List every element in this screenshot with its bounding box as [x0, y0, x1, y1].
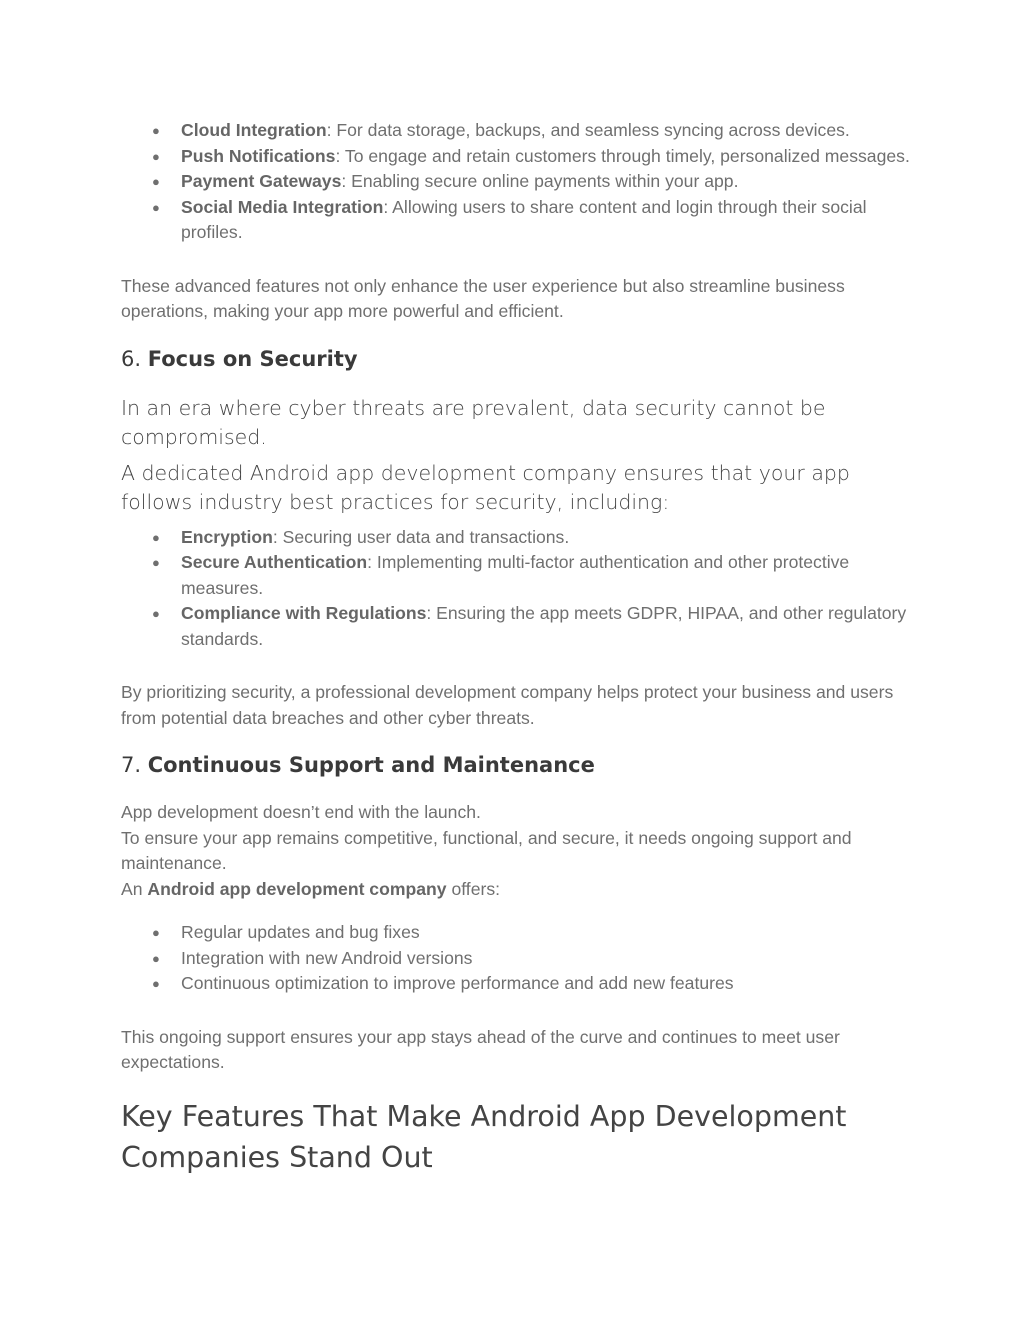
list-item	[121, 550, 911, 601]
list-item-text: : Ensuring the app meets GDPR, HIPAA, and other regulatory standards.	[181, 603, 907, 649]
document-body	[121, 118, 911, 1202]
security-intro-2: A dedicated Android app development company ensures that your app follows industry best practices for security, including:	[121, 460, 850, 514]
list-item-text: : For data storage, backups, and seamless syncing across devices.	[326, 120, 850, 140]
list-item-term: Encryption	[181, 526, 273, 547]
support-line-3	[121, 877, 911, 903]
list-item	[121, 195, 911, 246]
list-item-term: Secure Authentication	[181, 552, 368, 572]
security-intro-1: In an era where cyber threats are prevalent, data security cannot be compromised.	[121, 395, 826, 449]
list-item	[121, 601, 911, 652]
support-closing-paragraph: This ongoing support ensures your app stays ahead of the curve and continues to meet user expectations.	[121, 1026, 840, 1072]
list-item: ● Regular updates and bug fixes	[121, 920, 911, 946]
list-item	[121, 118, 911, 144]
support-line-1: App development doesn’t end with the launch.	[121, 802, 481, 822]
list-item-term: Push Notifications	[181, 145, 336, 166]
section-6-heading	[121, 345, 911, 373]
integration-list	[121, 118, 911, 246]
support-line-2: To ensure your app remains competitive, functional, and secure, it needs ongoing support and maintenance.	[121, 827, 852, 873]
list-item-term: Social Media Integration	[181, 196, 384, 217]
list-item	[121, 144, 911, 170]
list-item-term: Payment Gateways	[181, 171, 342, 191]
support-list	[121, 920, 911, 997]
security-list	[121, 525, 911, 653]
list-item-text: : Securing user data and transactions.	[272, 526, 570, 547]
list-item: ● Continuous optimization to improve performance and add new features	[121, 971, 911, 997]
section-6-number: 6.	[121, 346, 148, 371]
list-item: ● Integration with new Android versions	[121, 946, 911, 972]
list-item-text: : Allowing users to share content and login through their social profiles.	[181, 196, 867, 242]
section-7-title: Continuous Support and Maintenance	[147, 753, 595, 777]
support-line-3-suffix: offers:	[446, 878, 501, 899]
list-item-text: : Enabling secure online payments within your app.	[341, 171, 739, 191]
support-line-3-bold: Android app development company	[147, 878, 447, 899]
list-item	[121, 169, 911, 195]
security-closing-paragraph: By prioritizing security, a professional development company helps protect your business and users from potential data breaches and other cyber threats.	[121, 682, 894, 728]
list-item	[121, 525, 911, 551]
list-item-text: : To engage and retain customers through timely, personalized messages.	[335, 145, 910, 166]
key-features-heading: Key Features That Make Android App Development Companies Stand Out	[121, 1099, 847, 1174]
section-7-number: 7.	[121, 753, 148, 777]
advanced-features-paragraph: These advanced features not only enhance the user experience but also streamline business operations, making your app more powerful and efficient.	[121, 275, 845, 321]
support-line-3-prefix: An	[121, 878, 148, 899]
section-7-heading	[121, 751, 911, 779]
list-item-text: : Implementing multi-factor authentication and other protective measures.	[181, 552, 850, 598]
list-item-term: Compliance with Regulations	[181, 603, 427, 623]
support-intro	[121, 800, 911, 902]
section-6-title: Focus on Security	[147, 346, 358, 371]
list-item-term: Cloud Integration	[181, 120, 327, 140]
